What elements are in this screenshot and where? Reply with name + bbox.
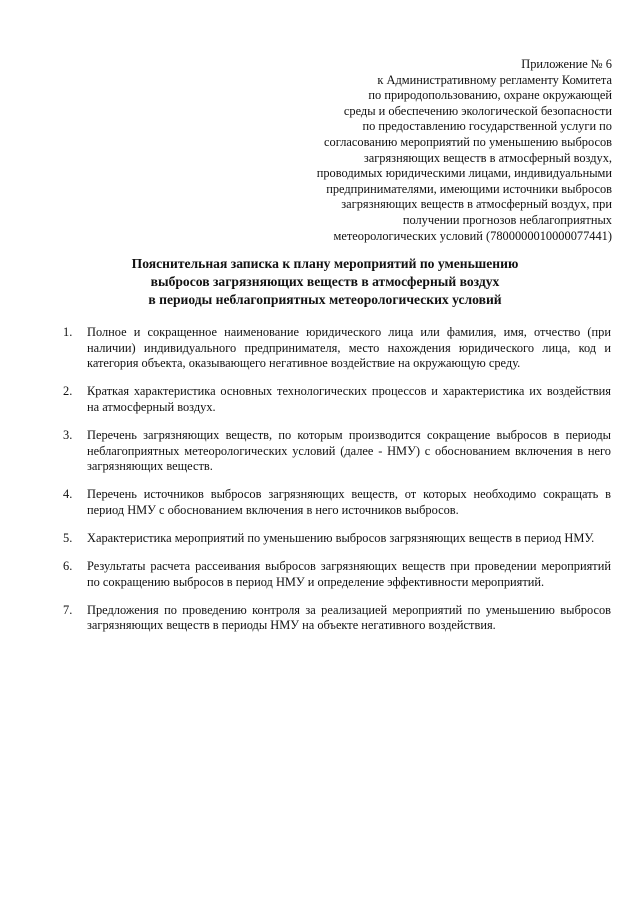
- document-title: [60, 255, 590, 309]
- list-item: [63, 487, 611, 518]
- list-item-number: 3.: [63, 427, 73, 442]
- title-line: Пояснительная записка к плану мероприятий по уменьшению: [131, 256, 519, 271]
- appendix-line: получении прогнозов неблагоприятных: [402, 212, 612, 227]
- appendix-line: согласованию мероприятий по уменьшению выбросов: [324, 134, 612, 149]
- numbered-list: [63, 325, 611, 646]
- list-item-text: Перечень источников выбросов загрязняющих веществ, от которых необходимо сокращать в период НМУ с обоснованием включения в него источников выбросов.: [87, 487, 611, 517]
- appendix-line: среды и обеспечению экологической безопасности: [343, 103, 612, 118]
- list-item-number: 4.: [63, 487, 73, 502]
- appendix-line: к Административному регламенту Комитета: [377, 72, 612, 87]
- appendix-line: метеорологических условий (7800000010000077441): [333, 228, 612, 243]
- list-item: [63, 603, 611, 634]
- list-item-text: Предложения по проведению контроля за реализацией мероприятий по уменьшению выбросов загрязняющих веществ в периоды НМУ на объекте негативного воздействия.: [87, 602, 611, 633]
- list-item-number: 5.: [63, 530, 73, 545]
- list-item: [63, 384, 611, 415]
- list-item-number: 2.: [63, 384, 73, 399]
- appendix-line: загрязняющих веществ в атмосферный воздух,: [363, 150, 612, 165]
- list-item: [63, 325, 611, 372]
- list-item: [63, 531, 611, 547]
- list-item: [63, 428, 611, 475]
- list-item-number: 6.: [63, 559, 73, 574]
- list-item-text: Результаты расчета рассеивания выбросов загрязняющих веществ при проведении мероприятий по сокращению выбросов в период НМУ и определение эффективности мероприятий.: [87, 559, 611, 589]
- list-item-number: 1.: [63, 325, 73, 339]
- title-line: в периоды неблагоприятных метеорологических условий: [148, 292, 502, 307]
- appendix-line: по природопользованию, охране окружающей: [368, 88, 612, 103]
- list-item-text: Характеристика мероприятий по уменьшению выбросов загрязняющих веществ в период НМУ.: [87, 530, 595, 545]
- appendix-line: Приложение № 6: [521, 57, 612, 71]
- list-item-text: Краткая характеристика основных технологических процессов и характеристика их воздействия на атмосферный воздух.: [87, 384, 611, 414]
- list-item-text: Полное и сокращенное наименование юридического лица или фамилия, имя, отчество (при наличии) индивидуального предпринимателя, место нахождения юридического лица, код и категория объекта, оказывающего негативное воздействие на окружающую среду.: [87, 325, 611, 371]
- list-item-text: Перечень загрязняющих веществ, по которым производится сокращение выбросов в периоды неблагоприятных метеорологических условий (далее - НМУ) с обоснованием включения в него загрязняющих веществ.: [87, 427, 611, 474]
- appendix-line: по предоставлению государственной услуги по: [362, 119, 612, 134]
- appendix-line: предпринимателями, имеющими источники выбросов: [326, 181, 612, 196]
- list-item-number: 7.: [63, 602, 73, 617]
- list-item: [63, 559, 611, 590]
- appendix-line: загрязняющих веществ в атмосферный воздух, при: [341, 197, 612, 212]
- appendix-line: проводимых юридическими лицами, индивидуальными: [316, 166, 612, 181]
- title-line: выбросов загрязняющих веществ в атмосферный воздух: [150, 274, 500, 289]
- appendix-header: [272, 57, 612, 244]
